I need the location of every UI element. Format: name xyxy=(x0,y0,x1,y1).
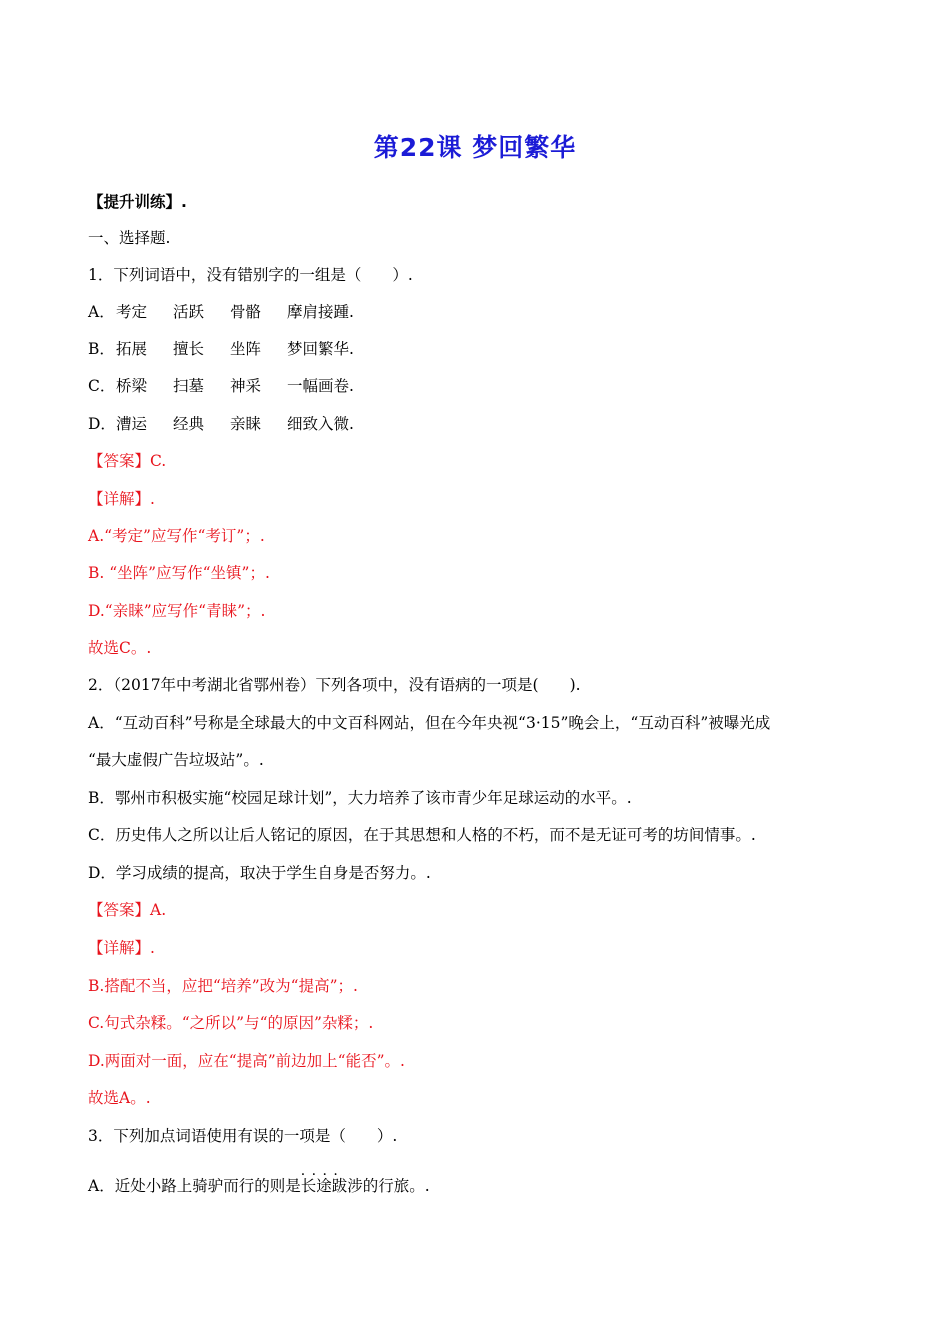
option-word: 神采 xyxy=(230,377,262,395)
question-2-detail-label: 【详解】. xyxy=(88,939,155,957)
question-1-detail-line: A.“考定”应写作“考订”；. xyxy=(88,527,265,545)
question-1-answer: 【答案】C. xyxy=(88,452,167,470)
question-1-option-c xyxy=(88,376,380,396)
question-2-option-b: B．鄂州市积极实施“校园足球计划”，大力培养了该市青少年足球运动的水平。. xyxy=(88,789,632,807)
option-text: 的行旅。. xyxy=(362,1177,430,1195)
question-2-conclusion: 故选A。. xyxy=(88,1089,151,1107)
question-1-detail-line: B. “坐阵”应写作“坐镇”；. xyxy=(88,564,270,582)
option-label: D． xyxy=(88,415,116,433)
question-1-option-d xyxy=(88,414,380,434)
option-word: 拓展 xyxy=(116,340,148,358)
question-2-option-c: C．历史伟人之所以让后人铭记的原因，在于其思想和人格的不朽，而不是无证可考的坊间情事。. xyxy=(88,826,756,844)
question-2-stem: 2．（2017年中考湖北省鄂州卷）下列各项中，没有语病的一项是( ). xyxy=(88,676,581,694)
page-title: 第22课 梦回繁华 xyxy=(373,133,577,162)
option-word: 经典 xyxy=(173,415,205,433)
option-word: 梦回繁华. xyxy=(287,340,354,358)
question-2-detail-line: D.两面对一面，应在“提高”前边加上“能否”。. xyxy=(88,1052,405,1070)
question-1-stem: 1．下列词语中，没有错别字的一组是（ ）. xyxy=(88,266,413,284)
option-word: 考定 xyxy=(116,303,148,321)
part-heading: 一、选择题. xyxy=(88,229,171,247)
option-word: 擅长 xyxy=(173,340,205,358)
question-3-stem: 3．下列加点词语使用有误的一项是（ ）. xyxy=(88,1127,398,1145)
section-heading: 【提升训练】. xyxy=(88,193,187,211)
option-label: B． xyxy=(88,340,115,358)
question-2-detail-line: B.搭配不当，应把“培养”改为“提高”；. xyxy=(88,977,358,995)
option-word: 细致入微. xyxy=(287,415,354,433)
question-1-detail-label: 【详解】. xyxy=(88,490,155,508)
question-1-option-a xyxy=(88,302,380,322)
question-1-detail-line: D.“亲睐”应写作“青睐”；. xyxy=(88,602,266,620)
option-word: 活跃 xyxy=(173,303,205,321)
option-text: A．近处小路上骑驴而行的则是 xyxy=(88,1177,301,1195)
option-word: 摩肩接踵. xyxy=(287,303,354,321)
question-2-answer: 【答案】A. xyxy=(88,901,167,919)
option-word: 亲睐 xyxy=(230,415,262,433)
option-word: 一幅画卷. xyxy=(287,377,354,395)
option-word: 扫墓 xyxy=(173,377,205,395)
option-label: A． xyxy=(88,303,115,321)
option-label: C． xyxy=(88,377,116,395)
option-word: 漕运 xyxy=(116,415,148,433)
question-1-conclusion: 故选C。. xyxy=(88,639,152,657)
question-2-detail-line: C.句式杂糅。“之所以”与“的原因”杂糅；. xyxy=(88,1014,374,1032)
question-3-option-a xyxy=(88,1176,430,1196)
option-word: 桥梁 xyxy=(116,377,148,395)
question-2-option-a-line-1: A．“互动百科”号称是全球最大的中文百科网站，但在今年央视“3·15”晚会上，“互动百科”被曝光成 xyxy=(88,714,771,732)
question-2-option-a-line-2: “最大虚假广告垃圾站”。. xyxy=(88,751,264,769)
option-word: 坐阵 xyxy=(230,340,262,358)
option-word: 骨骼 xyxy=(230,303,262,321)
question-2-option-d: D．学习成绩的提高，取决于学生自身是否努力。. xyxy=(88,864,431,882)
question-1-option-b xyxy=(88,339,380,359)
dotted-emphasis-words: · · · · 长途跋涉 xyxy=(301,1177,363,1195)
